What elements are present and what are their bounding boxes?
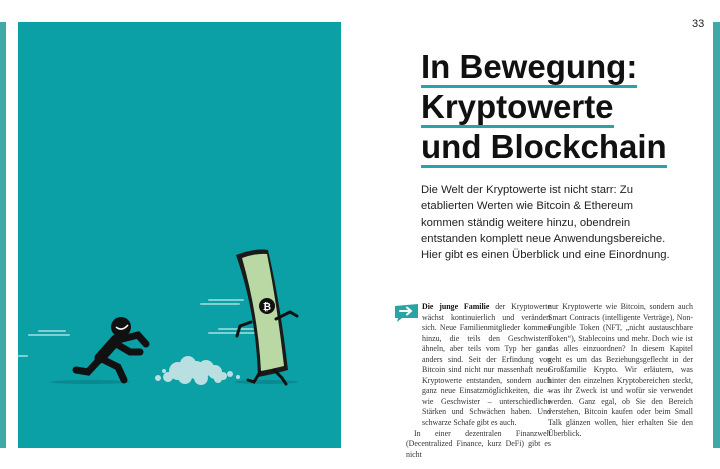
body-paragraph-1: Die junge Familie der Kryptowerte wächst kontinuierlich und verändert sich. Neue Familienmitglieder kommen hinzu, die teils den Geschwistern ähneln, aber teils vom Typ her ganz anders sind. Seit der Erfindung von Bitcoin sind nicht nur massenhaft neue Kryptowerte entstanden, sondern auch ganz neue Einsatzmöglichkeiten, die – wie Geschwister – unterschiedliche Stärken und Schwächen haben. Und schwarze Schafe gibt es auch. bbox=[422, 302, 551, 428]
dust-cloud-icon bbox=[155, 356, 240, 385]
left-page-edge-strip bbox=[0, 22, 6, 448]
body-column-1 bbox=[406, 302, 551, 460]
chase-illustration bbox=[18, 22, 341, 448]
running-man-icon bbox=[76, 317, 146, 380]
body-paragraph-2: In einer dezentralen Finanzwelt (Decentralized Finance, kurz DeFi) gibt es nicht bbox=[406, 428, 551, 459]
speed-lines-icon bbox=[18, 299, 258, 357]
chapter-title bbox=[421, 50, 701, 170]
title-line-1: In Bewegung: bbox=[421, 50, 701, 84]
right-page-edge-strip bbox=[713, 22, 720, 448]
intro-bold-phrase: Die junge Familie bbox=[422, 302, 490, 311]
svg-text:₿: ₿ bbox=[262, 302, 272, 313]
illustration-panel bbox=[18, 22, 341, 448]
bitcoin-banknote-icon bbox=[236, 250, 297, 384]
title-line-3: und Blockchain bbox=[421, 130, 701, 164]
lead-paragraph: Die Welt der Kryptowerte ist nicht starr: Zu etablierten Werten wie Bitcoin & Ethereum kommen ständig weitere hinzu, obendrein entstanden komplett neue Anwendungsbereiche. Hier gibt es einen Überblick und eine Einordnung. bbox=[421, 184, 670, 262]
body-paragraph-3: nur Kryptowerte wie Bitcoin, sondern auch Smart Contracts (intelligente Verträge), Non-Fungible Token (NFT, „nicht austauschbare Token“), Stablecoins und mehr. Doch wie ist das alles einzuordnen? In diesem Kapitel geht es um das Beziehungsgeflecht in der Großfamilie Krypto. Wir erläutern, was hinter den einzelnen Kryptobereichen steckt, was ihr Zweck ist und wofür sie verwendet werden. Ganz egal, ob Sie den Bereich verstehen, Bitcoin kaufen oder beim Small Talk glänzen wollen, hier erhalten Sie den Überblick. bbox=[548, 302, 693, 438]
title-line-2: Kryptowerte bbox=[421, 90, 701, 124]
page-number: 33 bbox=[692, 18, 705, 30]
body-column-2 bbox=[548, 302, 693, 439]
